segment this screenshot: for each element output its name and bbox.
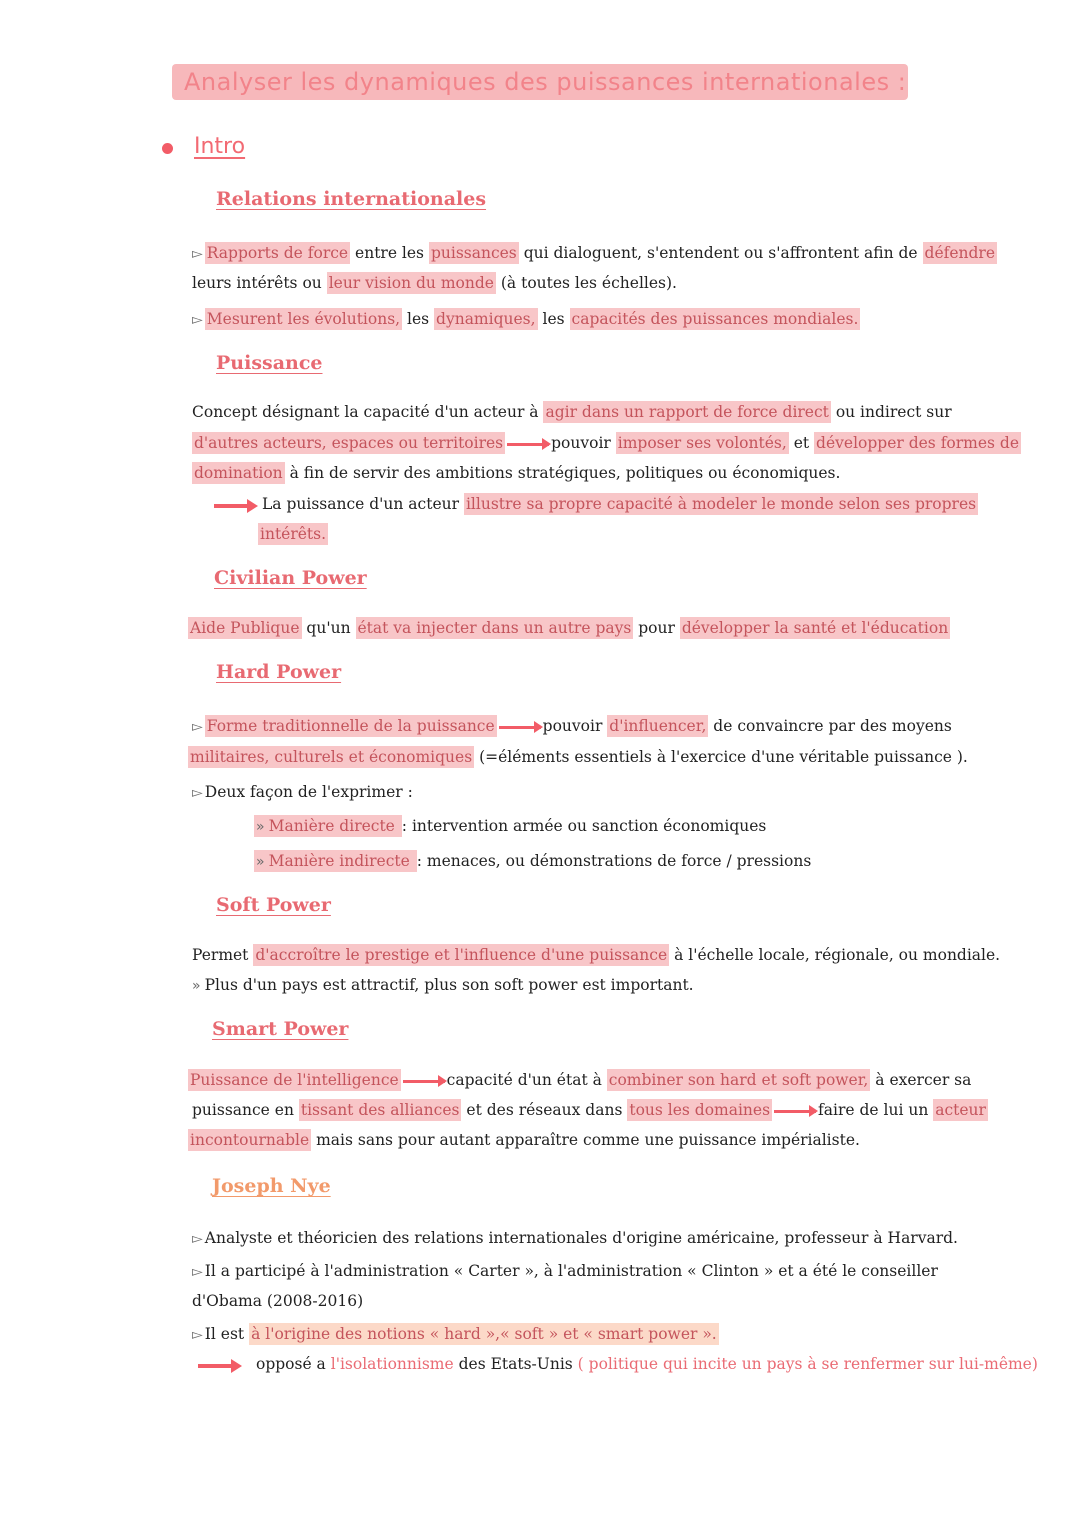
arrow-icon: [499, 726, 541, 729]
triangle-icon: ▻: [192, 1264, 203, 1280]
puissance-line-5: intérêts.: [260, 525, 327, 543]
triangle-icon: ▻: [192, 1327, 203, 1343]
puissance-line-4: La puissance d'un acteur illustre sa propre capacité à modeler le monde selon ses propres: [262, 495, 977, 513]
hard-line-1: ▻ Forme traditionnelle de la puissance pouvoir d'influencer, de convaincre par des moyens: [192, 717, 952, 735]
arrow-icon: [507, 443, 549, 446]
relations-line-1: ▻ Rapports de force entre les puissances qui dialoguent, s'entendent ou s'affrontent afin de défendre: [192, 244, 996, 262]
triangle-icon: ▻: [192, 719, 203, 735]
puissance-line-1: Concept désignant la capacité d'un acteur à agir dans un rapport de force direct ou indirect sur: [192, 403, 952, 421]
puissance-heading: Puissance: [216, 352, 323, 374]
soft-line-1: Permet d'accroître le prestige et l'influence d'une puissance à l'échelle locale, régionale, ou mondiale.: [192, 946, 1001, 964]
nye-line-1: ▻ Analyste et théoricien des relations internationales d'origine américaine, professeur à Harvard.: [192, 1229, 958, 1247]
arrow-icon: [198, 1364, 238, 1368]
relations-line-3: ▻ Mesurent les évolutions, les dynamiques, les capacités des puissances mondiales.: [192, 310, 859, 328]
hard-line-4: » Manière directe : intervention armée ou sanction économiques: [256, 817, 767, 835]
triangle-icon: ▻: [192, 246, 203, 262]
hard-line-2: militaires, culturels et économiques (=éléments essentiels à l'exercice d'une véritable puissance ).: [190, 748, 968, 766]
civilian-heading: Civilian Power: [214, 567, 367, 589]
bullet-icon: [162, 143, 173, 154]
intro-heading: Intro: [194, 134, 246, 159]
nye-line-3: d'Obama (2008-2016): [192, 1292, 364, 1310]
triangle-icon: ▻: [192, 1231, 203, 1247]
arrow-icon: [774, 1110, 816, 1113]
chevron-right-icon: »: [256, 854, 265, 870]
hard-line-5: » Manière indirecte : menaces, ou démonstrations de force / pressions: [256, 852, 812, 870]
nye-heading: Joseph Nye: [212, 1175, 331, 1197]
civilian-line-1: Aide Publique qu'un état va injecter dans un autre pays pour développer la santé et l'éducation: [190, 619, 949, 637]
page-title: Analyser les dynamiques des puissances internationales :: [172, 64, 908, 100]
smart-line-2: puissance en tissant des alliances et des réseaux dans tous les domaines faire de lui un acteur: [192, 1101, 986, 1119]
nye-line-5: opposé a l'isolationnisme des Etats-Unis ( politique qui incite un pays à se renfermer sur lui-même): [256, 1355, 1038, 1373]
chevron-right-icon: »: [256, 819, 265, 835]
nye-line-2: ▻ Il a participé à l'administration « Carter », à l'administration « Clinton » et a été le conseiller: [192, 1262, 938, 1280]
relations-line-2: leurs intérêts ou leur vision du monde (à toutes les échelles).: [192, 274, 677, 292]
puissance-line-3: domination à fin de servir des ambitions stratégiques, politiques ou économiques.: [194, 464, 841, 482]
puissance-line-2: d'autres acteurs, espaces ou territoires pouvoir imposer ses volontés, et développer des formes de: [194, 434, 1020, 452]
nye-line-4: ▻ Il est à l'origine des notions « hard »,« soft » et « smart power ».: [192, 1325, 717, 1343]
arrow-icon: [214, 504, 254, 508]
hard-heading: Hard Power: [216, 661, 342, 683]
soft-line-2: » Plus d'un pays est attractif, plus son soft power est important.: [192, 976, 694, 994]
triangle-icon: ▻: [192, 785, 203, 801]
triangle-icon: ▻: [192, 312, 203, 328]
soft-heading: Soft Power: [216, 894, 331, 916]
smart-heading: Smart Power: [212, 1018, 349, 1040]
arrow-icon: [403, 1080, 445, 1083]
chevron-right-icon: »: [192, 978, 201, 994]
smart-line-1: Puissance de l'intelligence capacité d'un état à combiner son hard et soft power, à exercer sa: [190, 1071, 972, 1089]
hard-line-3: ▻ Deux façon de l'exprimer :: [192, 783, 413, 801]
smart-line-3: incontournable mais sans pour autant apparaître comme une puissance impérialiste.: [190, 1131, 860, 1149]
relations-heading: Relations internationales: [216, 188, 487, 210]
